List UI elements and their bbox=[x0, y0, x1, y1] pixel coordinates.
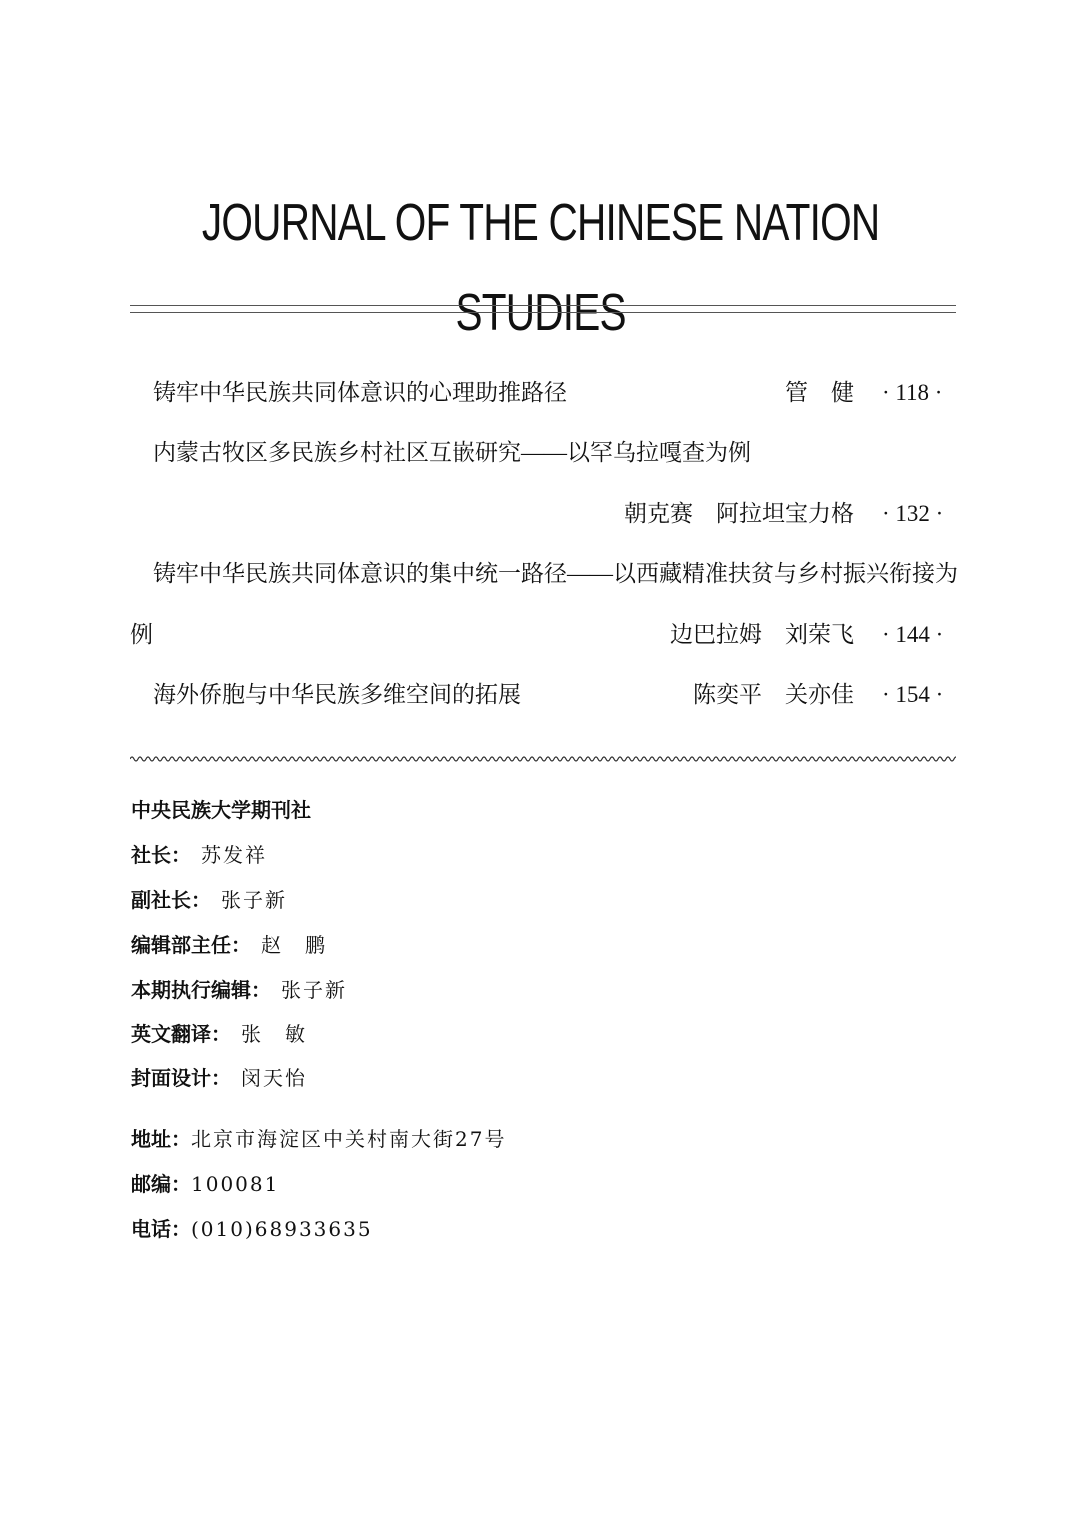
editorial-director-value: 赵 鹏 bbox=[261, 933, 327, 957]
toc-entry-page: · 118 · bbox=[882, 380, 943, 405]
toc-entry-authors: 朝克赛 阿拉坦宝力格 bbox=[624, 501, 854, 526]
masthead-row-postcode bbox=[131, 1169, 279, 1199]
toc-entry-title[interactable]: 海外侨胞与中华民族多维空间的拓展 bbox=[153, 682, 521, 707]
cover-design-label: 封面设计： bbox=[131, 1066, 231, 1090]
toc-entry-page: · 154 · bbox=[882, 682, 944, 707]
cover-design-value: 闵天怡 bbox=[241, 1066, 307, 1090]
executive-editor-value: 张子新 bbox=[281, 978, 347, 1002]
postcode-label: 邮编： bbox=[131, 1172, 191, 1196]
president-value: 苏发祥 bbox=[201, 843, 267, 867]
journal-title: JOURNAL OF THE CHINESE NATION STUDIES bbox=[201, 194, 880, 342]
editorial-director-label: 编辑部主任： bbox=[131, 933, 251, 957]
translator-value: 张 敏 bbox=[241, 1022, 307, 1046]
masthead-row-president bbox=[131, 840, 267, 870]
publisher-name: 中央民族大学期刊社 bbox=[131, 798, 311, 822]
address-label: 地址： bbox=[131, 1127, 191, 1151]
toc-entry-page: · 144 · bbox=[882, 622, 944, 647]
masthead-row-vice-president bbox=[131, 885, 287, 915]
masthead-row-cover-design bbox=[131, 1063, 307, 1093]
toc-entry-authors: 陈奕平 关亦佳 bbox=[693, 682, 854, 707]
vice-president-value: 张子新 bbox=[221, 888, 287, 912]
wavy-rule-divider bbox=[130, 752, 956, 766]
toc-entry-authors: 管 健 bbox=[785, 380, 854, 405]
toc-entry-authors: 边巴拉姆 刘荣飞 bbox=[670, 622, 854, 647]
masthead-row-executive-editor bbox=[131, 975, 347, 1005]
phone-value: (010)68933635 bbox=[191, 1217, 373, 1241]
president-label: 社长： bbox=[131, 843, 191, 867]
phone-label: 电话： bbox=[131, 1217, 191, 1241]
masthead-row-address bbox=[131, 1124, 506, 1154]
toc-entry-title[interactable]: 铸牢中华民族共同体意识的集中统一路径——以西藏精准扶贫与乡村振兴衔接为 bbox=[153, 561, 958, 586]
address-value: 北京市海淀区中关村南大街27号 bbox=[191, 1127, 507, 1151]
toc-entry-page: · 132 · bbox=[882, 501, 944, 526]
toc-entry-title-continuation[interactable]: 例 bbox=[130, 622, 153, 647]
vice-president-label: 副社长： bbox=[131, 888, 211, 912]
toc-entry-title[interactable]: 内蒙古牧区多民族乡村社区互嵌研究——以罕乌拉嘎查为例 bbox=[153, 440, 751, 465]
translator-label: 英文翻译： bbox=[131, 1022, 231, 1046]
double-rule-divider bbox=[130, 305, 956, 313]
masthead-row-translator bbox=[131, 1019, 307, 1049]
masthead-row-phone bbox=[131, 1214, 373, 1244]
toc-entry-title[interactable]: 铸牢中华民族共同体意识的心理助推路径 bbox=[153, 380, 567, 405]
masthead-row-editorial-director bbox=[131, 930, 327, 960]
postcode-value: 100081 bbox=[191, 1172, 280, 1196]
executive-editor-label: 本期执行编辑： bbox=[131, 978, 271, 1002]
